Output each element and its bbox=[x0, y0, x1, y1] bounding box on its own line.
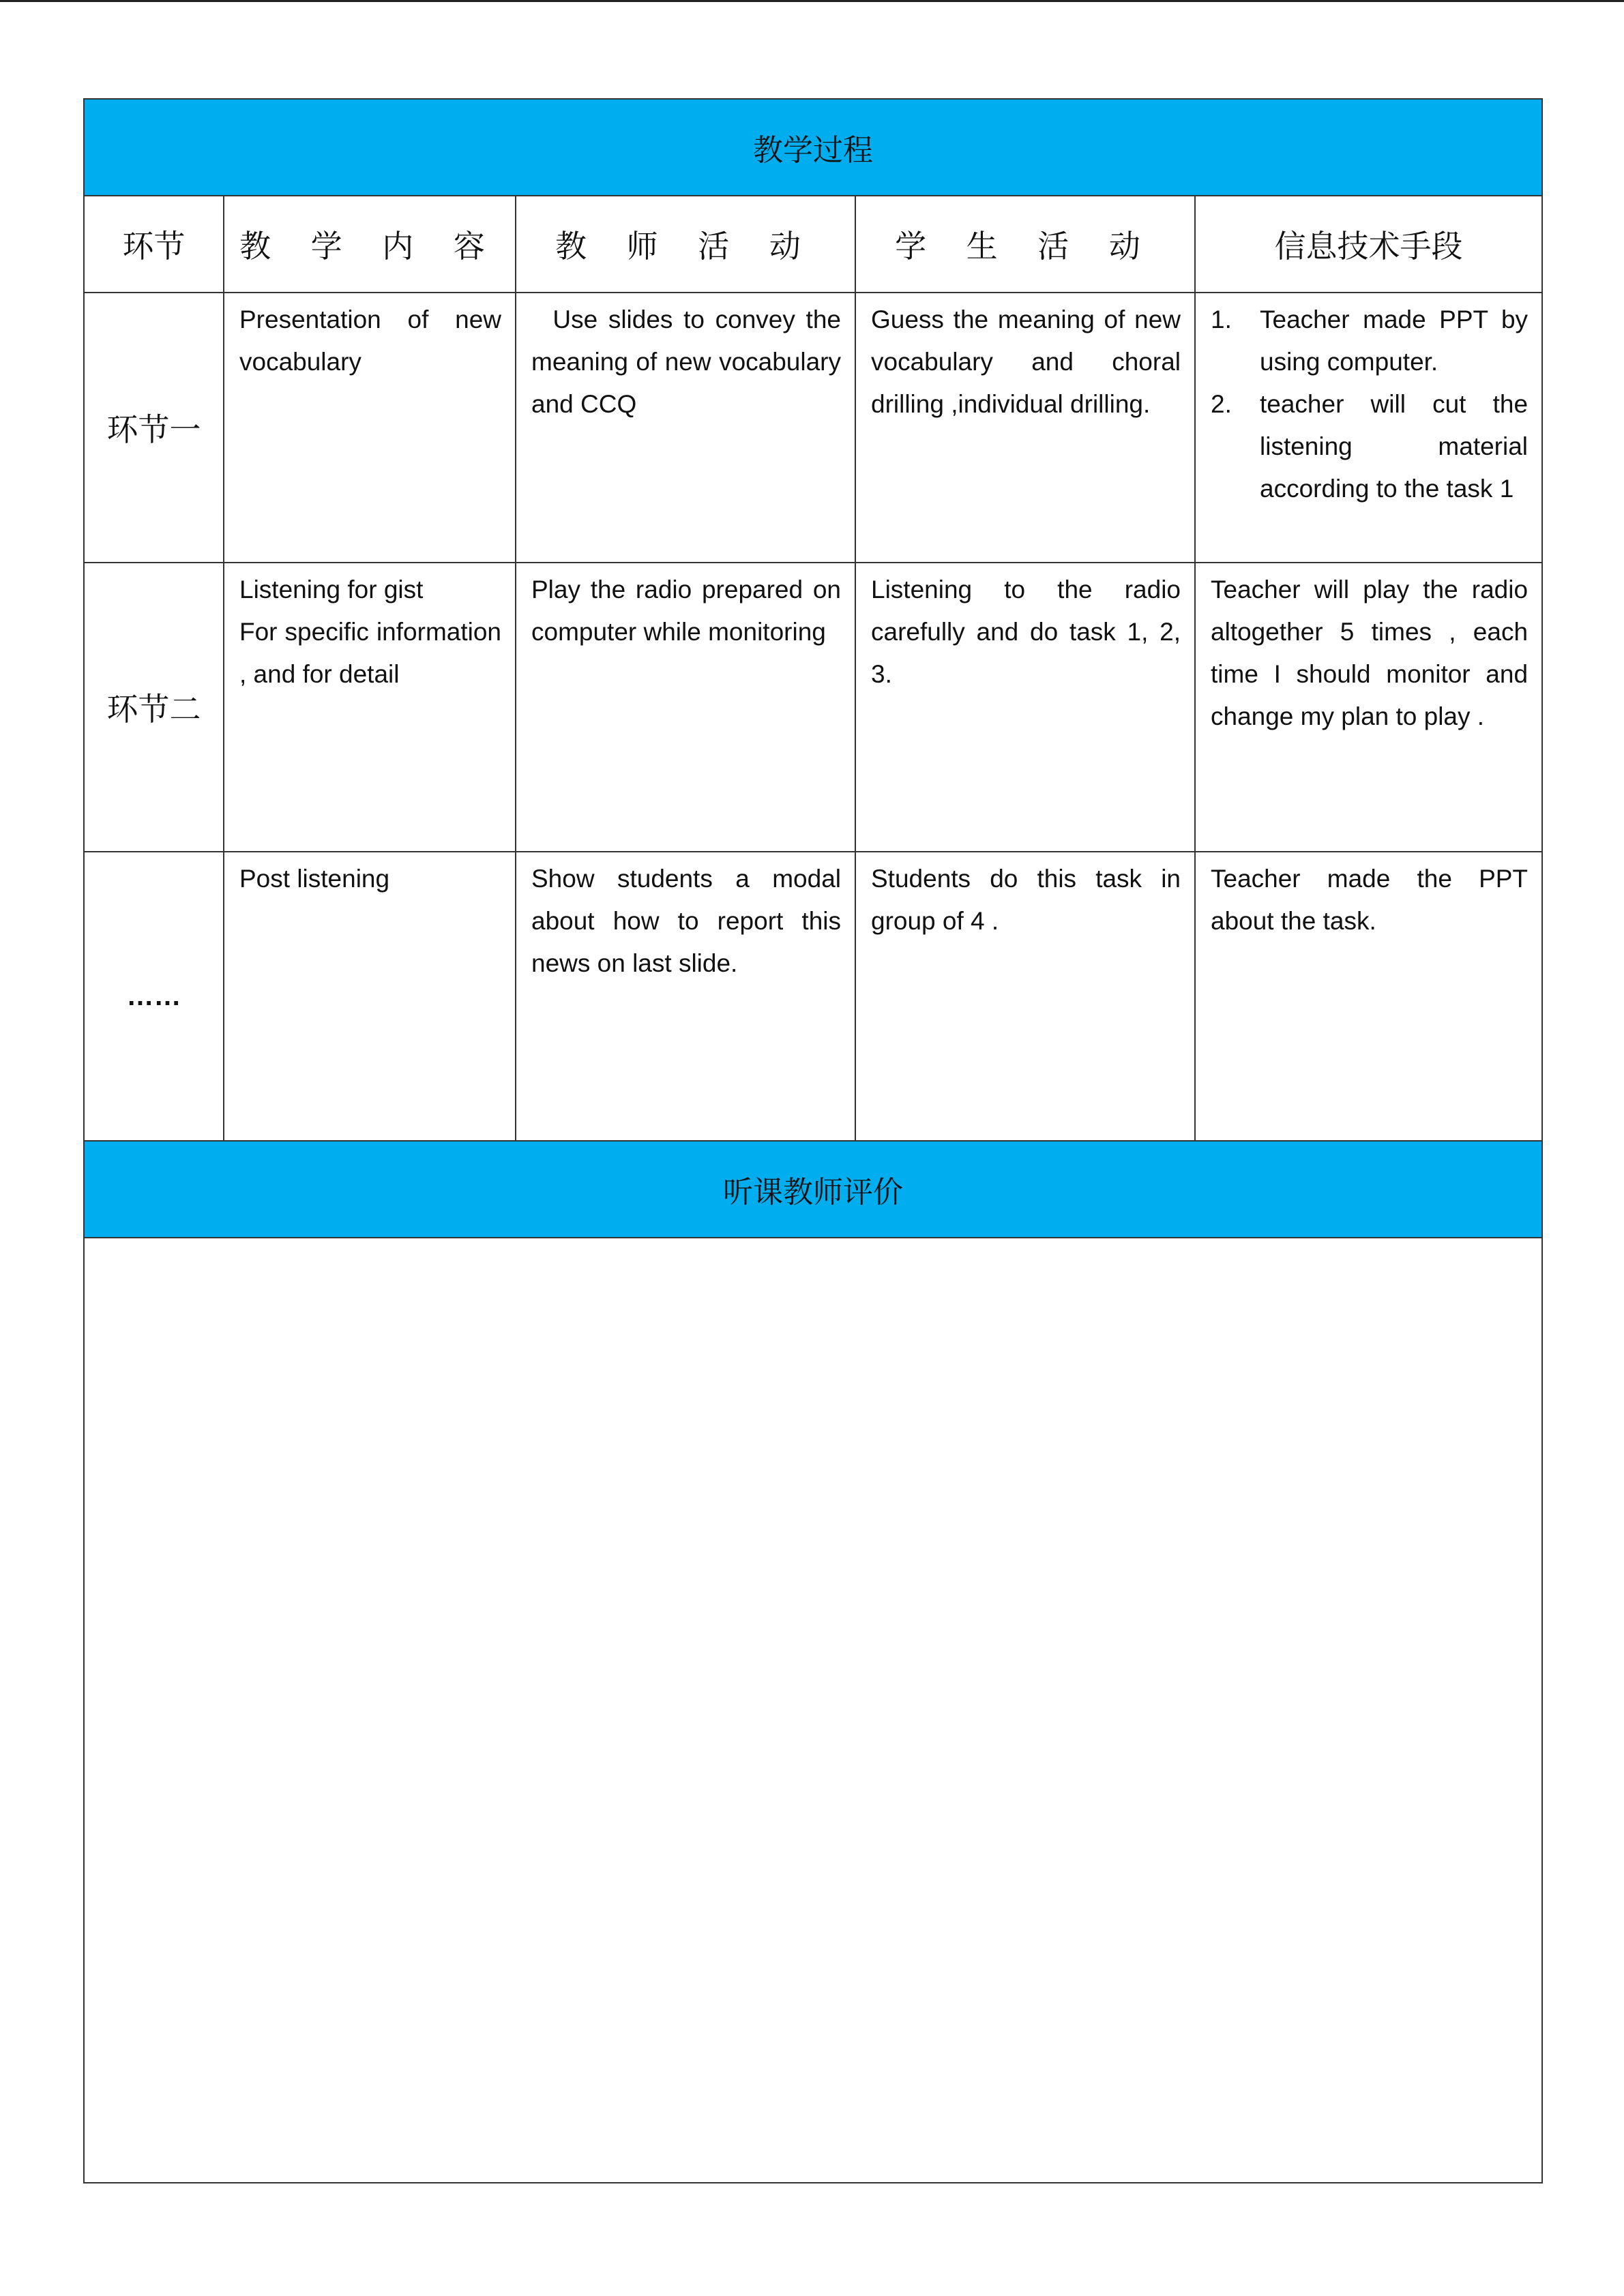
evaluation-area[interactable] bbox=[84, 1238, 1542, 2183]
list-text: teacher will cut the listening material according to the task 1 bbox=[1260, 390, 1529, 503]
content-text: Post listening bbox=[239, 865, 390, 893]
content-cell bbox=[224, 852, 516, 1141]
section-title-teaching-process: 教学过程 bbox=[84, 99, 1542, 196]
student-activity-text: Students do this task in group of 4 . bbox=[871, 865, 1181, 935]
header-content: 教 学 内 容 bbox=[224, 196, 516, 293]
teacher-activity-cell bbox=[516, 852, 855, 1141]
tech-means-cell bbox=[1195, 852, 1542, 1141]
student-activity-text: Listening to the radio carefully and do task 1, 2, 3. bbox=[871, 576, 1181, 688]
header-stage: 环节 bbox=[84, 196, 224, 293]
list-number: 2. bbox=[1211, 390, 1232, 418]
content-cell bbox=[224, 563, 516, 852]
tech-means-text: Teacher will play the radio altogether 5 times , each time I should monitor and change my plan to play . bbox=[1211, 576, 1529, 730]
student-activity-cell bbox=[855, 293, 1195, 563]
list-item bbox=[1211, 299, 1528, 383]
tech-means-text: Teacher made the PPT about the task. bbox=[1211, 865, 1529, 935]
list-text: Teacher made PPT by using computer. bbox=[1260, 305, 1529, 376]
section-title-evaluation: 听课教师评价 bbox=[84, 1141, 1542, 1238]
teacher-activity-text: Use slides to convey the meaning of new vocabulary and CCQ bbox=[531, 305, 848, 418]
list-item bbox=[1211, 383, 1528, 510]
student-activity-cell bbox=[855, 852, 1195, 1141]
header-teacher-activity: 教 师 活 动 bbox=[516, 196, 855, 293]
stage-label: 环节二 bbox=[84, 563, 224, 852]
student-activity-text: Guess the meaning of new vocabulary and choral drilling ,individual drilling. bbox=[871, 305, 1181, 418]
tech-means-cell bbox=[1195, 563, 1542, 852]
stage-label: 环节一 bbox=[84, 293, 224, 563]
table-row bbox=[84, 293, 1542, 563]
content-cell bbox=[224, 293, 516, 563]
stage-label: …… bbox=[84, 852, 224, 1141]
student-activity-cell bbox=[855, 563, 1195, 852]
content-text: Listening for gist bbox=[239, 576, 424, 603]
table-row bbox=[84, 563, 1542, 852]
tech-means-cell bbox=[1195, 293, 1542, 563]
lesson-process-table bbox=[83, 98, 1543, 2183]
list-number: 1. bbox=[1211, 305, 1232, 333]
table-row bbox=[84, 852, 1542, 1141]
content-text: Presentation of new vocabulary bbox=[239, 305, 501, 376]
teacher-activity-text: Show students a modal about how to report this news on last slide. bbox=[531, 865, 841, 977]
header-tech-means: 信息技术手段 bbox=[1195, 196, 1542, 293]
content-text: For specific information , and for detail bbox=[239, 618, 501, 688]
header-student-activity: 学 生 活 动 bbox=[855, 196, 1195, 293]
teacher-activity-cell bbox=[516, 293, 855, 563]
page-top-rule bbox=[0, 0, 1624, 2]
tech-list bbox=[1211, 299, 1528, 510]
teacher-activity-cell bbox=[516, 563, 855, 852]
teacher-activity-text: Play the radio prepared on computer while monitoring bbox=[531, 576, 841, 646]
